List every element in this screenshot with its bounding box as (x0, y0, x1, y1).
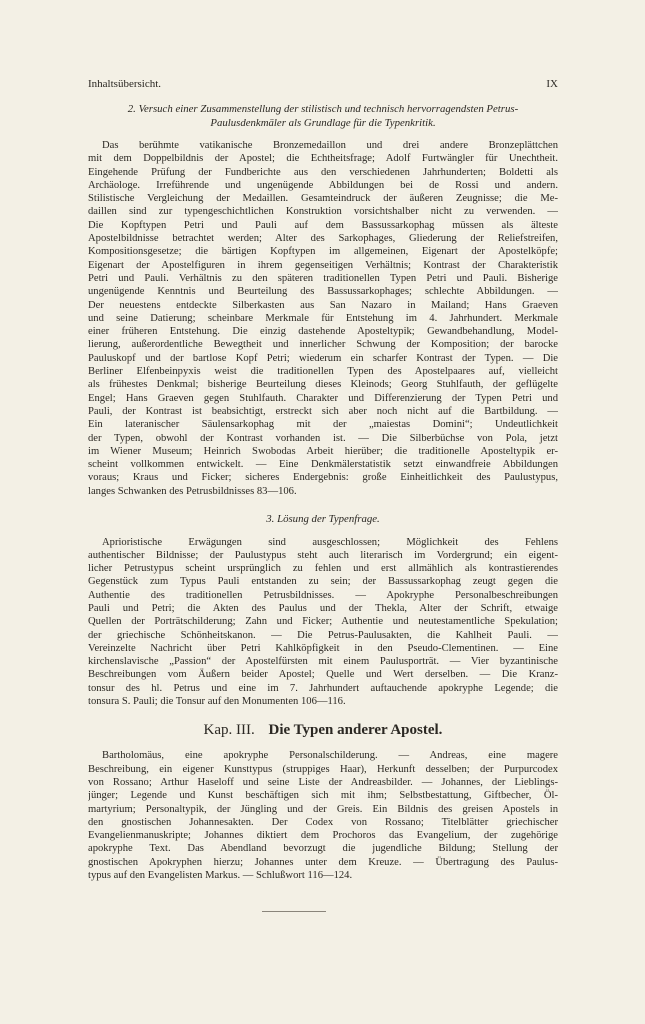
text-line: Pauli und Petri; die Akten des Paulus und der Thekla, Alter der Schrift, etwaige (88, 603, 558, 614)
text-line: Archäologe. Irreführende und ungenügende Abbildungen bei de Rossi und andern. (88, 179, 558, 191)
text-line: martyrium; Personaltypik, der Jüngling und der Greis. Ein Bildnis des greisen Apostels in (88, 803, 558, 815)
text-line: scheint vollkommen entwickelt. — Eine Denkmälerstatistik setzt einwandfreie Abbildungen (88, 459, 558, 471)
chapter-paragraph (88, 749, 558, 882)
text-line: voraus; Kraus und Ficker; sicheres Endergebnis: große Einheitlichkeit des Paulustypus, (88, 472, 558, 484)
text-line: den gnostischen Johannesakten. Der Codex von Rossano; Titelblätter griechischer (88, 816, 558, 828)
text-line: Pauluskopf und der bartlose Kopf Petri; wiederum ein scharfer Kontrast der Typen. — Die (88, 352, 558, 364)
text-line: jünger; Legende und Kunst beschäftigen sich mit ihm; Selbstbestattung, Giftbecher, Öl- (88, 790, 558, 802)
text-line: Beschreibungen vom Äußern beider Apostel; Quelle und Wert derselben. — Die Kranz- (88, 669, 558, 681)
text-line: einer früheren Entstehung. Die einzig dastehende Aposteltypik; Gewandbehandlung, Model- (88, 326, 558, 338)
text-line: licher Petrustypus scheint ursprünglich zu fehlen und erst allmählich als kontrastierendes (88, 563, 558, 575)
text-line: Der neuestens entdeckte Silberkasten aus San Nazaro in Mailand; Hans Graeven (88, 299, 558, 311)
text-line: Eingehende Prüfung der Fundberichte aus den verschiedenen Jahrhunderten; Boldetti als (88, 166, 558, 178)
text-line: Eigenart der Apostelfiguren in ihrem gegenseitigen Verhältnis; Kontrast der Charakteristik (88, 259, 558, 271)
section-2-heading-line-1: 2. Versuch einer Zusammenstellung der stilistisch und technisch hervorragendsten Petrus- (127, 103, 519, 115)
text-line: und seine Datierung; scheinbare Merkmale für Entstehung im 4. Jahrhundert. Merkmale (88, 312, 558, 324)
text-line: Aprioristische Erwägungen sind ausgeschlossen; Möglichkeit des Fehlens (102, 536, 558, 548)
text-line: Pauli, der Kontrast ist beabsichtigt, erstreckt sich aber noch nicht auf die Bartbildung. — (88, 405, 558, 417)
text-line: Petri und Pauli. Verhältnis zu den späteren traditionellen Typen Petri und Pauli. Bisherige (88, 272, 558, 284)
page-content (88, 103, 558, 882)
text-line: Quellen der Porträtschilderung; Zahn und Ficker; Authentie und neutestamentliche Spekulation; (88, 616, 558, 628)
running-title: Inhaltsübersicht. (88, 78, 162, 90)
chapter-title: Die Typen anderer Apostel. (268, 722, 443, 739)
text-line: von Rossano; Arthur Haseloff und seine Liste der Andreasbilder. — Johannes, der Lieblings- (88, 776, 558, 788)
text-line: Engel; Hans Graeven gegen Stuhlfauth. Charakter und Differenzierung der Typen Petri und (88, 392, 558, 404)
section-2-heading (88, 103, 558, 130)
section-3-paragraph (88, 536, 558, 709)
text-line: Ein lateranischer Säulensarkophag mit der „maiestas Domini“; Undeutlichkeit (88, 419, 558, 431)
text-line: langes Schwanken des Petrusbildnisses 83—106. (88, 485, 297, 497)
text-line: Evangelienmanuskripte; Johannes diktiert dem Prochoros das Evangelium, der zugehörige (88, 830, 558, 842)
text-line: der griechische Schönheitskanon. — Die Petrus-Paulusakten, die Kahlheit Pauli. — (88, 629, 558, 641)
text-line: tonsur des hl. Petrus und eine im 7. Jahrhundert auftauchende apokryphe Legende; die (88, 682, 558, 694)
text-line: apokryphe Text. Das Abendland bevorzugt die jugendliche Bildung; Stellung der (88, 843, 558, 855)
text-line: Bartholomäus, eine apokryphe Personalschilderung. — Andreas, eine magere (102, 750, 558, 762)
section-3-heading: 3. Lösung der Typenfrage. (266, 513, 380, 526)
text-line: als frühestes Denkmal; bisherige Beurteilung dieses Kleinods; Georg Stuhlfauth, der geflügelte (88, 379, 558, 391)
text-line: Apostelbildnisse betrachtet werden; Alter des Sarkophages, Gliederung der Reliefstreifen, (88, 233, 558, 245)
text-line: Das berühmte vatikanische Bronzemedaillon und drei andere Bronzeplättchen (102, 140, 558, 151)
text-line: mit dem Doppelbildnis der Apostel; die Echtheitsfrage; Adolf Furtwängler für Unechtheit. (88, 153, 558, 165)
text-line: Vereinzelte Nachricht über Petri Kahlköpfigkeit in den Pseudo-Clementinen. — Eine (88, 642, 558, 654)
text-line: authentischer Bildnisse; der Paulustypus steht auch literarisch im Vordergrund; ein eigent- (88, 549, 558, 561)
text-line: tonsura S. Pauli; die Tonsur auf den Monumenten 106—116. (88, 696, 346, 708)
text-line: Die Kopftypen Petri und Pauli auf dem Bassussarkophag müssen als älteste (88, 219, 558, 231)
closing-rule (262, 911, 326, 912)
text-line: der Typen, obwohl der Kontrast vorhanden ist. — Die Silberbüchse von Pola, jetzt (88, 432, 558, 444)
text-line: typus auf den Evangelisten Markus. — Schlußwort 116—124. (88, 870, 353, 882)
chapter-heading (88, 721, 558, 739)
section-2-heading-line-2: Paulusdenkmäler als Grundlage für die Typenkritik. (210, 116, 436, 129)
text-line: Gegenstück zum Typus Pauli entstanden zu sein; der Bassussarkophag zeugt gegen die (88, 576, 558, 588)
text-line: im Wiener Museum; Heinrich Swobodas Arbeit hierüber; die traditionelle Aposteltypik er- (88, 445, 558, 457)
text-line: kirchenslavische „Passion“ der Apostelfürsten mit einem Paulusporträt. — Vier byzantinische (88, 656, 558, 668)
text-line: Stilistische Vergleichung der Medaillen. Gesamteindruck der äußeren Zeugnisse; die Me- (88, 193, 558, 205)
text-line: lierung, außerordentliche Bewegtheit und innerlicher Schwung der Komposition; der barocke (88, 339, 558, 351)
page-number: IX (546, 78, 558, 90)
text-line: ungenügende Kenntnis und Beurteilung des Bassussarkophages; schlechte Abbildungen. — (88, 286, 558, 298)
section-2-paragraph (88, 139, 558, 498)
text-line: Authentie des traditionellen Petrusbildnisses. — Apokryphe Personalbeschreibungen (88, 589, 558, 601)
text-line: gnostischen Apokryphen hierzu; Johannes unter dem Kreuze. — Übertragung des Paulus- (88, 856, 558, 868)
text-line: daillen sind zur typengeschichtlichen Konstruktion vorsichtshalber nicht zu verwenden. — (88, 206, 558, 218)
running-header (88, 78, 558, 90)
chapter-number: Kap. III. (203, 722, 255, 739)
text-line: Kompositionsgesetze; die bärtigen Kopftypen im allgemeinen, Eigenart der Apostelköpfe; (88, 246, 558, 258)
text-line: Beschreibung, ein eigener Kunsttypus (struppiges Haar), Herkunft desselben; der Purpurcodex (88, 763, 558, 775)
text-line: Berliner Elfenbeinpyxis weist die traditionellen Typen des Apostelpaares auf, vielleicht (88, 366, 558, 378)
